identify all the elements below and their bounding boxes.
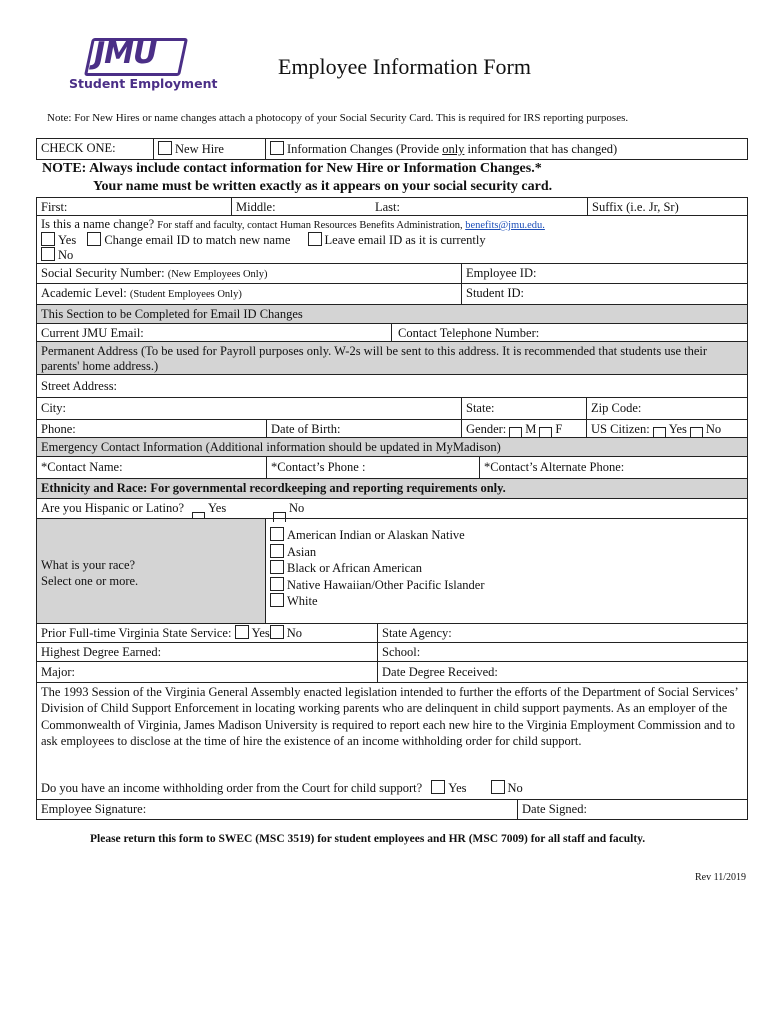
benefits-email-link[interactable]: benefits@jmu.edu. — [465, 220, 545, 231]
name-change-yes-checkbox[interactable] — [41, 232, 55, 246]
hispanic-no-option[interactable]: No — [266, 499, 747, 518]
gender-m-checkbox[interactable] — [509, 427, 522, 437]
suffix-field[interactable]: Suffix (i.e. Jr, Sr) — [587, 198, 747, 215]
citizen-yes-checkbox[interactable] — [653, 427, 666, 437]
contact-phone-field[interactable]: Contact Telephone Number: — [391, 324, 747, 341]
degree-row — [36, 643, 748, 662]
new-hire-checkbox[interactable] — [158, 141, 172, 155]
signature-row — [36, 800, 748, 820]
us-citizen-field[interactable]: US Citizen: Yes No — [586, 420, 747, 437]
child-support-question: Do you have an income withholding order from the Court for child support? Yes No — [41, 781, 523, 795]
emergency-row — [36, 457, 748, 479]
name-change-hint: For staff and faculty, contact Human Resources Benefits Administration, — [157, 220, 466, 231]
gender-f-checkbox[interactable] — [539, 427, 552, 437]
contact-name-field[interactable]: *Contact Name: — [41, 460, 123, 474]
info-changes-checkbox[interactable] — [270, 141, 284, 155]
service-row — [36, 624, 748, 643]
phone-row — [36, 420, 748, 438]
race-option-white[interactable]: White — [270, 593, 743, 610]
contact-phone-field-emergency[interactable]: *Contact’s Phone : — [266, 457, 479, 478]
city-row — [36, 398, 748, 420]
current-email-field[interactable]: Current JMU Email: — [41, 326, 144, 340]
first-name-field[interactable]: First: — [41, 200, 68, 214]
email-row — [36, 324, 748, 342]
child-support-text: The 1993 Session of the Virginia General Assembly enacted legislation intended to further the efforts of the Department of Social Services’ Division of Child Support Enforcement in locating working parents who are delinquent in child support payments. As an employer of the Commonwealth of Virginia, James Madison University is required to report each new hire to the Virginia Employment Commission and to ask employees to disclose at the time of hire the existence of an income withholding order for child support. — [41, 685, 738, 748]
revision-label: Rev 11/2019 — [695, 872, 747, 883]
race-row — [36, 519, 748, 624]
ssn-field[interactable]: Social Security Number: (New Employees Only) — [41, 266, 268, 280]
race-option-american-indian[interactable]: American Indian or Alaskan Native — [270, 527, 743, 544]
return-instructions: Please return this form to SWEC (MSC 3519) for student employees and HR (MSC 7009) for all staff and faculty. — [90, 833, 646, 845]
emergency-header: Emergency Contact Information (Additional information should be updated in MyMadison) — [36, 438, 748, 457]
last-name-field[interactable]: Last: — [375, 200, 400, 214]
dob-field[interactable]: Date of Birth: — [266, 420, 461, 437]
citizen-no-checkbox[interactable] — [690, 427, 703, 437]
service-yes-checkbox[interactable] — [235, 625, 249, 639]
gender-field[interactable]: Gender: M F — [461, 420, 586, 437]
middle-name-field[interactable]: Middle: — [231, 198, 371, 215]
student-id-field[interactable]: Student ID: — [461, 284, 747, 304]
check-one-label: CHECK ONE: — [41, 141, 116, 155]
change-email-checkbox[interactable] — [87, 232, 101, 246]
race-option-pacific-islander[interactable]: Native Hawaiian/Other Pacific Islander — [270, 577, 743, 594]
race-option-black[interactable]: Black or African American — [270, 560, 743, 577]
prior-service-field: Prior Full-time Virginia State Service: Yes No — [41, 626, 303, 640]
major-row — [36, 662, 748, 683]
child-support-no-checkbox[interactable] — [491, 780, 505, 794]
date-signed-field[interactable]: Date Signed: — [517, 800, 747, 819]
leave-email-checkbox[interactable] — [308, 232, 322, 246]
service-no-checkbox[interactable] — [270, 625, 284, 639]
check-one-row — [36, 138, 748, 160]
form-title: Employee Information Form — [278, 54, 531, 79]
race-question: What is your race? Select one or more. — [37, 519, 265, 623]
jmu-logo: JMU Student Employment — [69, 36, 218, 91]
employee-signature-field[interactable]: Employee Signature: — [41, 802, 147, 816]
school-field[interactable]: School: — [377, 643, 747, 661]
info-changes-option[interactable]: Information Changes (Provide only information that has changed) — [265, 139, 747, 159]
race-checkbox[interactable] — [270, 577, 284, 591]
contact-alt-phone-field[interactable]: *Contact’s Alternate Phone: — [479, 457, 747, 478]
academic-row — [36, 284, 748, 305]
race-checkbox[interactable] — [270, 527, 284, 541]
race-checkbox[interactable] — [270, 560, 284, 574]
race-checkbox[interactable] — [270, 544, 284, 558]
state-field[interactable]: State: — [461, 398, 586, 419]
email-section-header: This Section to be Completed for Email ID Changes — [36, 305, 748, 324]
ssn-row — [36, 264, 748, 284]
hispanic-question: Are you Hispanic or Latino? Yes — [37, 499, 266, 518]
race-options — [265, 519, 747, 623]
city-field[interactable]: City: — [41, 401, 67, 415]
race-option-asian[interactable]: Asian — [270, 544, 743, 561]
state-agency-field[interactable]: State Agency: — [377, 624, 747, 642]
name-change-row: Is this a name change? For staff and faculty, contact Human Resources Benefits Administration, benefits@jmu.edu. Yes Change email ID to match new name Leave email ID as it is currently No — [36, 216, 748, 264]
child-support-yes-checkbox[interactable] — [431, 780, 445, 794]
academic-level-field[interactable]: Academic Level: (Student Employees Only) — [41, 286, 242, 300]
note-ssn-name: Your name must be written exactly as it appears on your social security card. — [93, 179, 553, 194]
major-field[interactable]: Major: — [41, 665, 76, 679]
date-degree-field[interactable]: Date Degree Received: — [377, 662, 747, 682]
zip-field[interactable]: Zip Code: — [586, 398, 747, 419]
name-change-question: Is this a name change? — [41, 217, 155, 231]
note-contact: NOTE: Always include contact information for New Hire or Information Changes.* — [42, 161, 542, 176]
hispanic-row — [36, 499, 748, 519]
new-hire-option[interactable]: New Hire — [153, 139, 265, 159]
address-header: Permanent Address (To be used for Payroll purposes only. W-2s will be sent to this address. It is recommended that students use their parents' home address.) — [36, 342, 748, 375]
highest-degree-field[interactable]: Highest Degree Earned: — [41, 645, 162, 659]
race-checkbox[interactable] — [270, 593, 284, 607]
employee-id-field[interactable]: Employee ID: — [461, 264, 747, 283]
phone-field[interactable]: Phone: — [41, 422, 76, 436]
top-note: Note: For New Hires or name changes attach a photocopy of your Social Security Card. This is required for IRS reporting purposes. — [47, 112, 629, 124]
name-change-no-checkbox[interactable] — [41, 247, 55, 261]
ethnicity-header: Ethnicity and Race: For governmental recordkeeping and reporting requirements only. — [36, 479, 748, 499]
name-row — [36, 197, 748, 216]
child-support-row — [36, 683, 748, 800]
street-address-field[interactable]: Street Address: — [41, 379, 118, 393]
street-row — [36, 375, 748, 398]
